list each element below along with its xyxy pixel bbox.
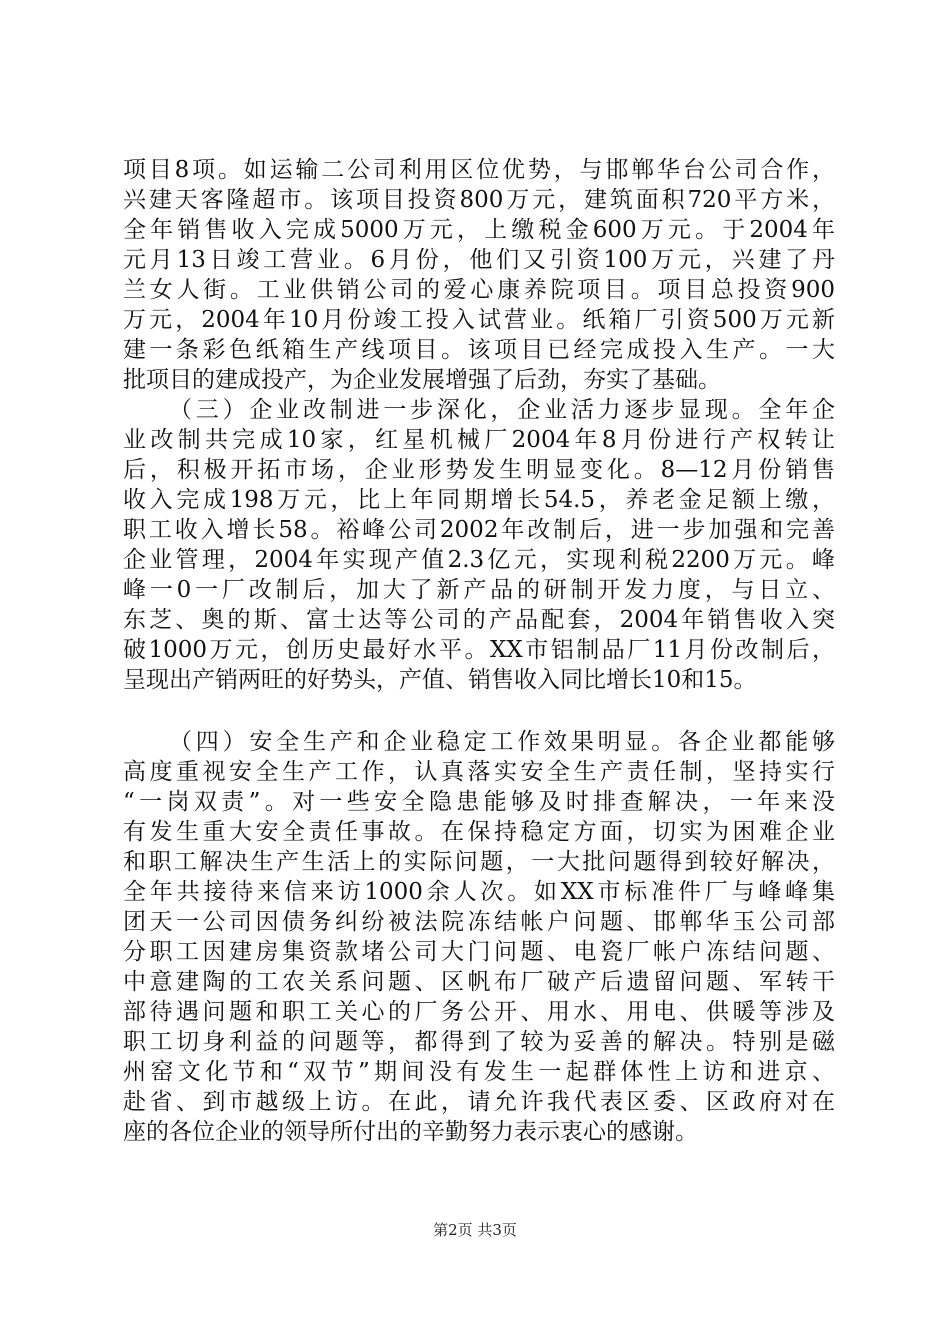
- document-body: [123, 155, 835, 1147]
- text-line: 州窑文化节和“双节”期间没有发生一起群体性上访和进京、: [123, 1059, 835, 1085]
- text-line: 兴建天客隆超市。该项目投资800万元，建筑面积720平方米，: [123, 187, 835, 213]
- paragraph-3: [123, 727, 835, 1147]
- text-line: 团天一公司因债务纠纷被法院冻结帐户问题、邯郸华玉公司部: [123, 909, 835, 935]
- text-line: 全年销售收入完成5000万元，上缴税金600万元。于2004年: [123, 217, 835, 243]
- text-line: （三）企业改制进一步深化，企业活力逐步显现。全年企: [169, 397, 835, 423]
- text-line: “一岗双责”。对一些安全隐患能够及时排查解决，一年来没: [123, 789, 835, 815]
- text-line: 高度重视安全生产工作，认真落实安全生产责任制，坚持实行: [123, 759, 835, 785]
- text-line: 业改制共完成10家，红星机械厂2004年8月份进行产权转让: [123, 427, 835, 453]
- text-line: 元月13日竣工营业。6月份，他们又引资100万元，兴建了丹: [123, 247, 835, 273]
- text-line: 赴省、到市越级上访。在此，请允许我代表区委、区政府对在: [123, 1089, 835, 1115]
- text-line: 职工切身利益的问题等，都得到了较为妥善的解决。特别是磁: [123, 1029, 835, 1055]
- text-line: 收入完成198万元，比上年同期增长54.5，养老金足额上缴，: [123, 487, 835, 513]
- text-line: 企业管理，2004年实现产值2.3亿元，实现利税2200万元。峰: [123, 547, 835, 573]
- text-line: 万元，2004年10月份竣工投入试营业。纸箱厂引资500万元新: [123, 307, 835, 333]
- paragraph-1: [123, 155, 835, 395]
- text-line: 建一条彩色纸箱生产线项目。该项目已经完成投入生产。一大: [123, 337, 835, 363]
- text-line: 部待遇问题和职工关心的厂务公开、用水、用电、供暖等涉及: [123, 999, 835, 1025]
- text-line: 呈现出产销两旺的好势头，产值、销售收入同比增长10和15。: [123, 667, 757, 693]
- paragraph-spacer: [123, 695, 835, 727]
- page-footer: 第2页 共3页: [433, 1221, 517, 1239]
- text-line: 和职工解决生产生活上的实际问题，一大批问题得到较好解决，: [123, 849, 835, 875]
- text-line: 后，积极开拓市场，企业形势发生明显变化。8—12月份销售: [123, 457, 835, 483]
- text-line: 分职工因建房集资款堵公司大门问题、电瓷厂帐户冻结问题、: [123, 939, 835, 965]
- text-line: 中意建陶的工农关系问题、区帆布厂破产后遗留问题、军转干: [123, 969, 835, 995]
- text-line: 批项目的建成投产，为企业发展增强了后劲，夯实了基础。: [123, 367, 721, 393]
- text-line: 座的各位企业的领导所付出的辛勤努力表示衷心的感谢。: [123, 1119, 698, 1145]
- paragraph-2: [123, 395, 835, 695]
- text-line: 有发生重大安全责任事故。在保持稳定方面，切实为困难企业: [123, 819, 835, 845]
- text-line: 东芝、奥的斯、富士达等公司的产品配套，2004年销售收入突: [123, 607, 835, 633]
- text-line: 兰女人街。工业供销公司的爱心康养院项目。项目总投资900: [123, 277, 835, 303]
- text-line: 职工收入增长58。裕峰公司2002年改制后，进一步加强和完善: [123, 517, 835, 543]
- text-line: 破1000万元，创历史最好水平。XX市铝制品厂11月份改制后，: [123, 637, 835, 663]
- text-line: 峰一0一厂改制后，加大了新产品的研制开发力度，与日立、: [123, 577, 835, 603]
- text-line: 全年共接待来信来访1000余人次。如XX市标准件厂与峰峰集: [123, 879, 835, 905]
- text-line: 项目8项。如运输二公司利用区位优势，与邯郸华台公司合作，: [123, 157, 835, 183]
- text-line: （四）安全生产和企业稳定工作效果明显。各企业都能够: [169, 729, 835, 755]
